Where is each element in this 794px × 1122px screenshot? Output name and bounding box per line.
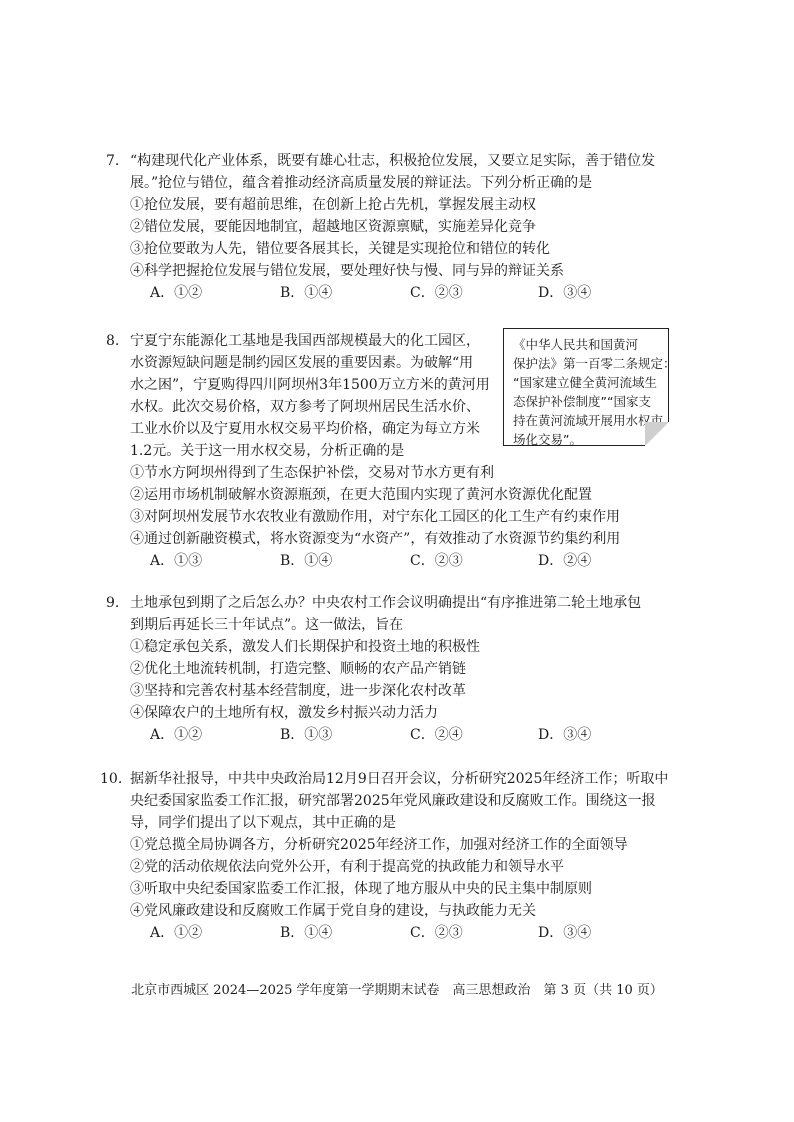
question-stem-line: 据新华社报导，中共中央政治局12月9日召开会议，分析研究2025年经济工作；听取中 [130,771,669,787]
question-number: 7. [106,153,120,169]
option-c[interactable]: C．②④ [410,727,463,743]
question-9 [106,592,690,746]
answer-options [130,550,690,572]
question-stem-line: 水之困”，宁夏购得四川阿坝州3年1500万立方米的黄河用 [130,377,490,393]
question-stem-line: 水权。此次交易价格，双方参考了阿坝州居民生活水价、 [130,399,480,415]
statement-1: ①抢位发展，要有超前思维，在创新上抢占先机，掌握发展主动权 [130,197,536,213]
question-stem-line: 到期后再延长三十年试点”。这一做法，旨在 [130,617,404,633]
option-d[interactable]: D．③④ [538,727,592,743]
option-a[interactable]: A．①② [150,285,203,301]
statement-3: ③听取中央纪委国家监委工作汇报，体现了地方服从中央的民主集中制原则 [130,881,592,897]
option-d[interactable]: D．②④ [538,553,592,569]
option-b[interactable]: B．①④ [280,553,333,569]
note-line: “国家建立健全黄河流域生 [513,375,657,390]
note-line: 持在黄河流域开展用水权市 [513,413,664,428]
option-c[interactable]: C．②③ [410,285,463,301]
note-line: 场化交易”。 [513,432,582,447]
answer-options [130,282,690,304]
question-stem-line: 1.2元。关于这一用水权交易，分析正确的是 [130,443,405,459]
question-stem-line: 水资源短缺问题是制约园区发展的重要因素。为破解“用 [130,355,474,371]
statement-3: ③抢位要敢为人先，错位要各展其长，关键是实现抢位和错位的转化 [130,241,550,257]
question-number: 10. [100,771,123,787]
page-footer: 北京市西城区 2024—2025 学年度第一学期期末试卷 高三思想政治 第 3 页（共 10 页） [131,983,663,998]
option-a[interactable]: A．①② [150,727,203,743]
option-c[interactable]: C．②③ [410,925,463,941]
question-number: 8. [106,333,120,349]
statement-4: ④党风廉政建设和反腐败工作属于党自身的建设，与执政能力无关 [130,903,536,919]
option-d[interactable]: D．③④ [538,925,592,941]
statement-1: ①稳定承包关系，激发人们长期保护和投资土地的积极性 [130,639,480,655]
question-number: 9. [106,595,120,611]
statement-4: ④保障农户的土地所有权，激发乡村振兴动力活力 [130,705,438,721]
option-b[interactable]: B．①④ [280,285,333,301]
statement-3: ③对阿坝州发展节水农牧业有激励作用，对宁东化工园区的化工生产有约束作用 [130,509,620,525]
option-c[interactable]: C．②③ [410,553,463,569]
option-d[interactable]: D．③④ [538,285,592,301]
option-a[interactable]: A．①③ [150,553,203,569]
statement-1: ①节水方阿坝州得到了生态保护补偿，交易对节水方更有利 [130,465,494,481]
question-stem-line: 土地承包到期了之后怎么办？中央农村工作会议明确提出“有序推进第二轮土地承包 [130,595,642,611]
statement-3: ③坚持和完善农村基本经营制度，进一步深化农村改革 [130,683,466,699]
statement-2: ②优化土地流转机制，打造完整、顺畅的农产品产销链 [130,661,466,677]
law-note-box [503,328,676,447]
option-b[interactable]: B．①④ [280,925,333,941]
note-line: 保护法》第一百零二条规定： [513,356,676,371]
folded-corner [645,422,669,446]
question-stem-line: 导，同学们提出了以下观点，其中正确的是 [130,815,396,831]
statement-2: ②错位发展，要能因地制宜，超越地区资源禀赋，实施差异化竞争 [130,219,536,235]
option-b[interactable]: B．①③ [280,727,333,743]
answer-options [130,724,690,746]
question-7 [106,150,690,304]
question-stem-line: 宁夏宁东能源化工基地是我国西部规模最大的化工园区， [130,333,480,349]
question-stem-line: 展。”抢位与错位，蕴含着推动经济高质量发展的辩证法。下列分析正确的是 [130,175,593,191]
statement-1: ①党总揽全局协调各方，分析研究2025年经济工作，加强对经济工作的全面领导 [130,837,628,853]
option-a[interactable]: A．①② [150,925,203,941]
question-stem-line: 央纪委国家监委工作汇报，研究部署2025年党风廉政建设和反腐败工作。围绕这一报 [130,793,656,809]
statement-4: ④通过创新融资模式，将水资源变为“水资产”，有效推动了水资源节约集约利用 [130,531,621,547]
answer-options [130,922,690,944]
question-stem-line: 工业水价以及宁夏用水权交易平均价格，确定为每立方米 [130,421,480,437]
note-line: 《中华人民共和国黄河 [513,337,639,352]
statement-4: ④科学把握抢位发展与错位发展，要处理好快与慢、同与异的辩证关系 [130,263,564,279]
statement-2: ②党的活动依规依法向党外公开，有利于提高党的执政能力和领导水平 [130,859,564,875]
question-stem-line: “构建现代化产业体系，既要有雄心壮志，积极抢位发展，又要立足实际，善于错位发 [130,153,656,169]
note-line: 态保护补偿制度”“国家支 [513,394,651,409]
question-10 [100,768,690,944]
statement-2: ②运用市场机制破解水资源瓶颈，在更大范围内实现了黄河水资源优化配置 [130,487,592,503]
